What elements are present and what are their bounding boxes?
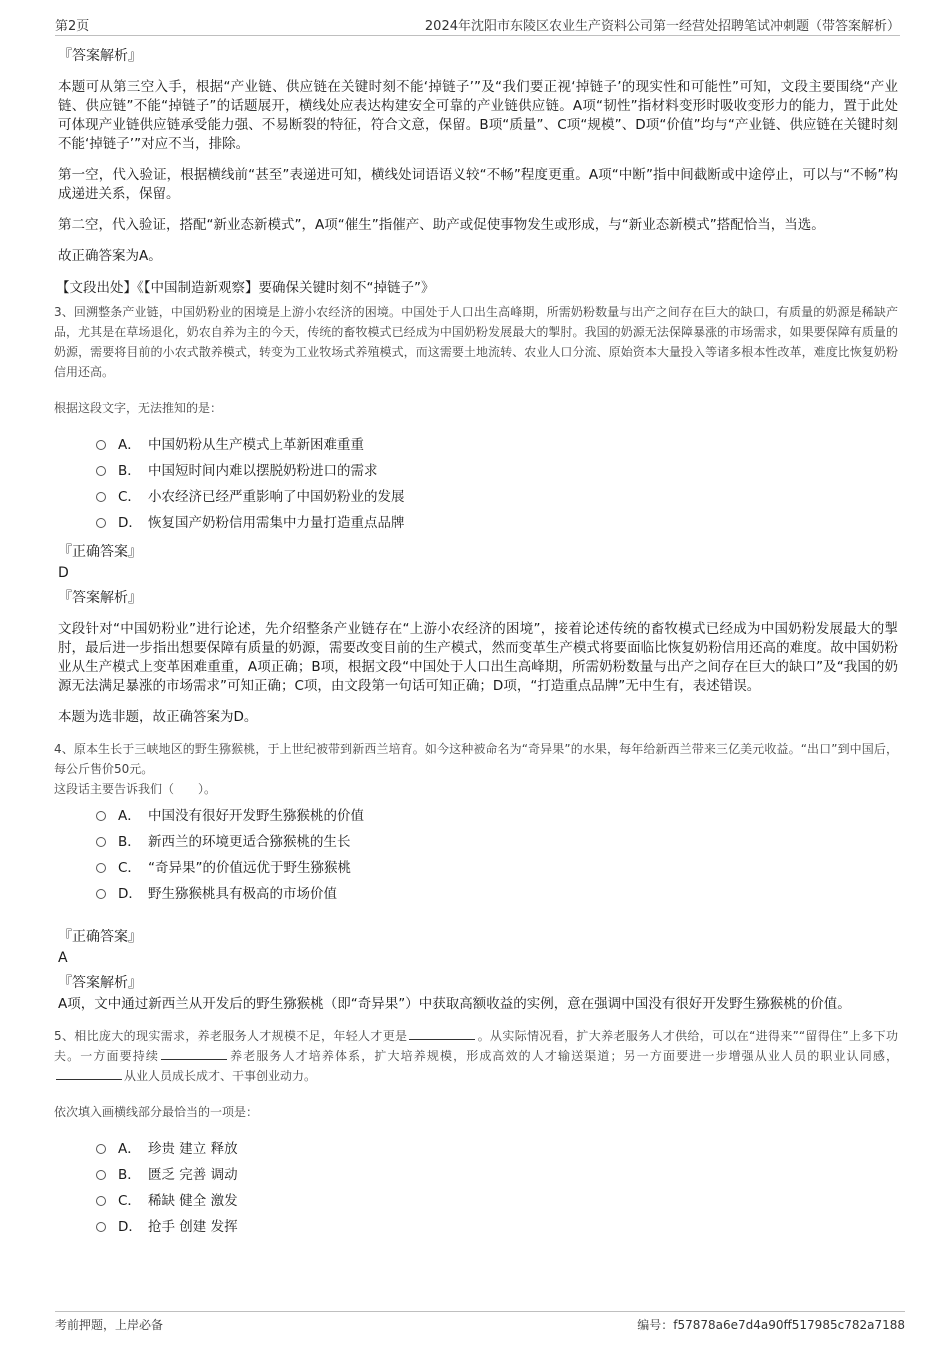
analysis-label: 『答案解析』	[58, 48, 142, 64]
radio-icon[interactable]	[96, 466, 106, 476]
analysis-paragraph: A项，文中通过新西兰从开发后的野生猕猴桃（即“奇异果”）中获取高额收益的实例，意在强调中国没有很好开发野生猕猴桃的价值。	[58, 996, 851, 1012]
option-b[interactable]: B． 匮乏 完善 调动	[96, 1162, 898, 1188]
page-content	[54, 46, 898, 1246]
radio-icon[interactable]	[96, 889, 106, 899]
question-3-prompt: 根据这段文字，无法推知的是：	[54, 401, 223, 415]
question-3-text: 3、回溯整条产业链，中国奶粉业的困境是上游小农经济的困境。中国处于人口出生高峰期，所需奶粉数量与出产之间存在巨大的缺口，有质量的奶源是稀缺产品，尤其是在草场退化，奶农自养为主的今天，传统的畜牧模式已经成为中国奶粉发展最大的掣肘。我国的奶源无法保障暴涨的市场需求，如果要保障有质量的奶源，需要将目前的小农式散养模式，转变为工业牧场式养殖模式，而这需要土地流转、农业人口分流、原始资本大量投入等诸多根本性改革，难度比恢复奶粉信用还高。	[54, 305, 898, 379]
correct-answer-label: 『正确答案』	[58, 929, 142, 945]
analysis-paragraph: 本题可从第三空入手，根据“产业链、供应链在关键时刻不能‘掉链子’”及“我们要正视‘掉链子’的现实性和可能性”可知，文段主要围绕“产业链、供应链”不能“掉链子”的话题展开，横线处应表达构建安全可靠的产业链供应链。A项“韧性”指材料变形时吸收变形力的能力，置于此处可体现产业链供应链承受能力强、不易断裂的特征，符合文意，保留。B项“质量”、C项“规模”、D项“价值”均与“产业链、供应链在关键时刻不能‘掉链子’”对应不当，排除。	[58, 79, 898, 152]
fill-blank	[409, 1026, 475, 1040]
radio-icon[interactable]	[96, 1170, 106, 1180]
answer-conclusion: 故正确答案为A。	[58, 248, 162, 264]
analysis-paragraph: 文段针对“中国奶粉业”进行论述，先介绍整条产业链存在“上游小农经济的困境”，接着论述传统的畜牧模式已经成为中国奶粉发展最大的掣肘，最后进一步指出想要保障有质量的奶源，需要改变目前的生产模式，然而变革生产模式将要面临比恢复奶粉信用还高的难度。故中国奶粉业从生产模式上变革困难重重，A项正确；B项，根据文段“中国处于人口出生高峰期，所需奶粉数量与出产之间存在巨大的缺口”及“我国的奶源无法满足暴涨的市场需求”可知正确；C项，由文段第一句话可知正确；D项，“打造重点品牌”无中生有，表述错误。	[58, 621, 898, 694]
radio-icon[interactable]	[96, 863, 106, 873]
question-4-text: 4、原本生长于三峡地区的野生猕猴桃，于上世纪被带到新西兰培育。如今这种被命名为“奇异果”的水果，每年给新西兰带来三亿美元收益。“出口”到中国后，每公斤售价50元。	[54, 742, 898, 776]
question-4-prompt: 这段话主要告诉我们（ ）。	[54, 782, 217, 796]
option-d[interactable]: D． 野生猕猴桃具有极高的市场价值	[96, 881, 898, 907]
question-4-options	[96, 803, 898, 907]
analysis-paragraph: 第一空，代入验证，根据横线前“甚至”表递进可知，横线处词语语义较“不畅”程度更重。A项“中断”指中间截断或中途停止，可以与“不畅”构成递进关系，保留。	[58, 167, 898, 202]
question-3-options	[96, 432, 898, 536]
question-5-text: 5、相比庞大的现实需求，养老服务人才规模不足，年轻人才更是 。从实际情况看，扩大养老服务人才供给，可以在“进得来”“留得住”上多下功夫。一方面要持续 养老服务人才培养体系，扩大培养规模，形成高效的人才输送渠道；另一方面要进一步增强从业人员的职业认同感，从业人员成长成才、干事创业动力。	[54, 1026, 898, 1086]
document-id: 编号：f57878a6e7d4a90ff517985c782a7188	[637, 1318, 905, 1332]
option-d[interactable]: D． 恢复国产奶粉信用需集中力量打造重点品牌	[96, 510, 898, 536]
answer-conclusion: 本题为选非题，故正确答案为D。	[58, 709, 258, 725]
fill-blank	[56, 1066, 122, 1080]
radio-icon[interactable]	[96, 1196, 106, 1206]
option-a[interactable]: A． 中国奶粉从生产模式上革新困难重重	[96, 432, 898, 458]
radio-icon[interactable]	[96, 440, 106, 450]
page-number: 第2页	[55, 19, 90, 34]
option-a[interactable]: A． 珍贵 建立 释放	[96, 1136, 898, 1162]
radio-icon[interactable]	[96, 811, 106, 821]
option-c[interactable]: C． “奇异果”的价值远优于野生猕猴桃	[96, 855, 898, 881]
page-header	[55, 13, 900, 36]
radio-icon[interactable]	[96, 837, 106, 847]
fill-blank	[161, 1046, 227, 1060]
correct-answer-label: 『正确答案』	[58, 544, 142, 560]
passage-source: 【文段出处】《【中国制造新观察】要确保关键时刻不“掉链子”》	[56, 280, 435, 296]
option-b[interactable]: B． 中国短时间内难以摆脱奶粉进口的需求	[96, 458, 898, 484]
analysis-label: 『答案解析』	[58, 590, 142, 606]
radio-icon[interactable]	[96, 1222, 106, 1232]
page-footer	[55, 1311, 905, 1334]
question-5-options	[96, 1136, 898, 1240]
option-a[interactable]: A． 中国没有很好开发野生猕猴桃的价值	[96, 803, 898, 829]
document-title: 2024年沈阳市东陵区农业生产资料公司第一经营处招聘笔试冲刺题（带答案解析）	[424, 19, 900, 34]
option-b[interactable]: B． 新西兰的环境更适合猕猴桃的生长	[96, 829, 898, 855]
analysis-label: 『答案解析』	[58, 975, 142, 991]
analysis-paragraph: 第二空，代入验证，搭配“新业态新模式”，A项“催生”指催产、助产或促使事物发生或形成，与“新业态新模式”搭配恰当，当选。	[58, 217, 825, 233]
correct-answer: D	[58, 565, 69, 581]
radio-icon[interactable]	[96, 492, 106, 502]
footer-slogan: 考前押题，上岸必备	[55, 1318, 164, 1332]
correct-answer: A	[58, 950, 68, 966]
option-d[interactable]: D． 抢手 创建 发挥	[96, 1214, 898, 1240]
radio-icon[interactable]	[96, 518, 106, 528]
option-c[interactable]: C． 小农经济已经严重影响了中国奶粉业的发展	[96, 484, 898, 510]
option-c[interactable]: C． 稀缺 健全 激发	[96, 1188, 898, 1214]
question-5-prompt: 依次填入画横线部分最恰当的一项是：	[54, 1105, 259, 1119]
radio-icon[interactable]	[96, 1144, 106, 1154]
